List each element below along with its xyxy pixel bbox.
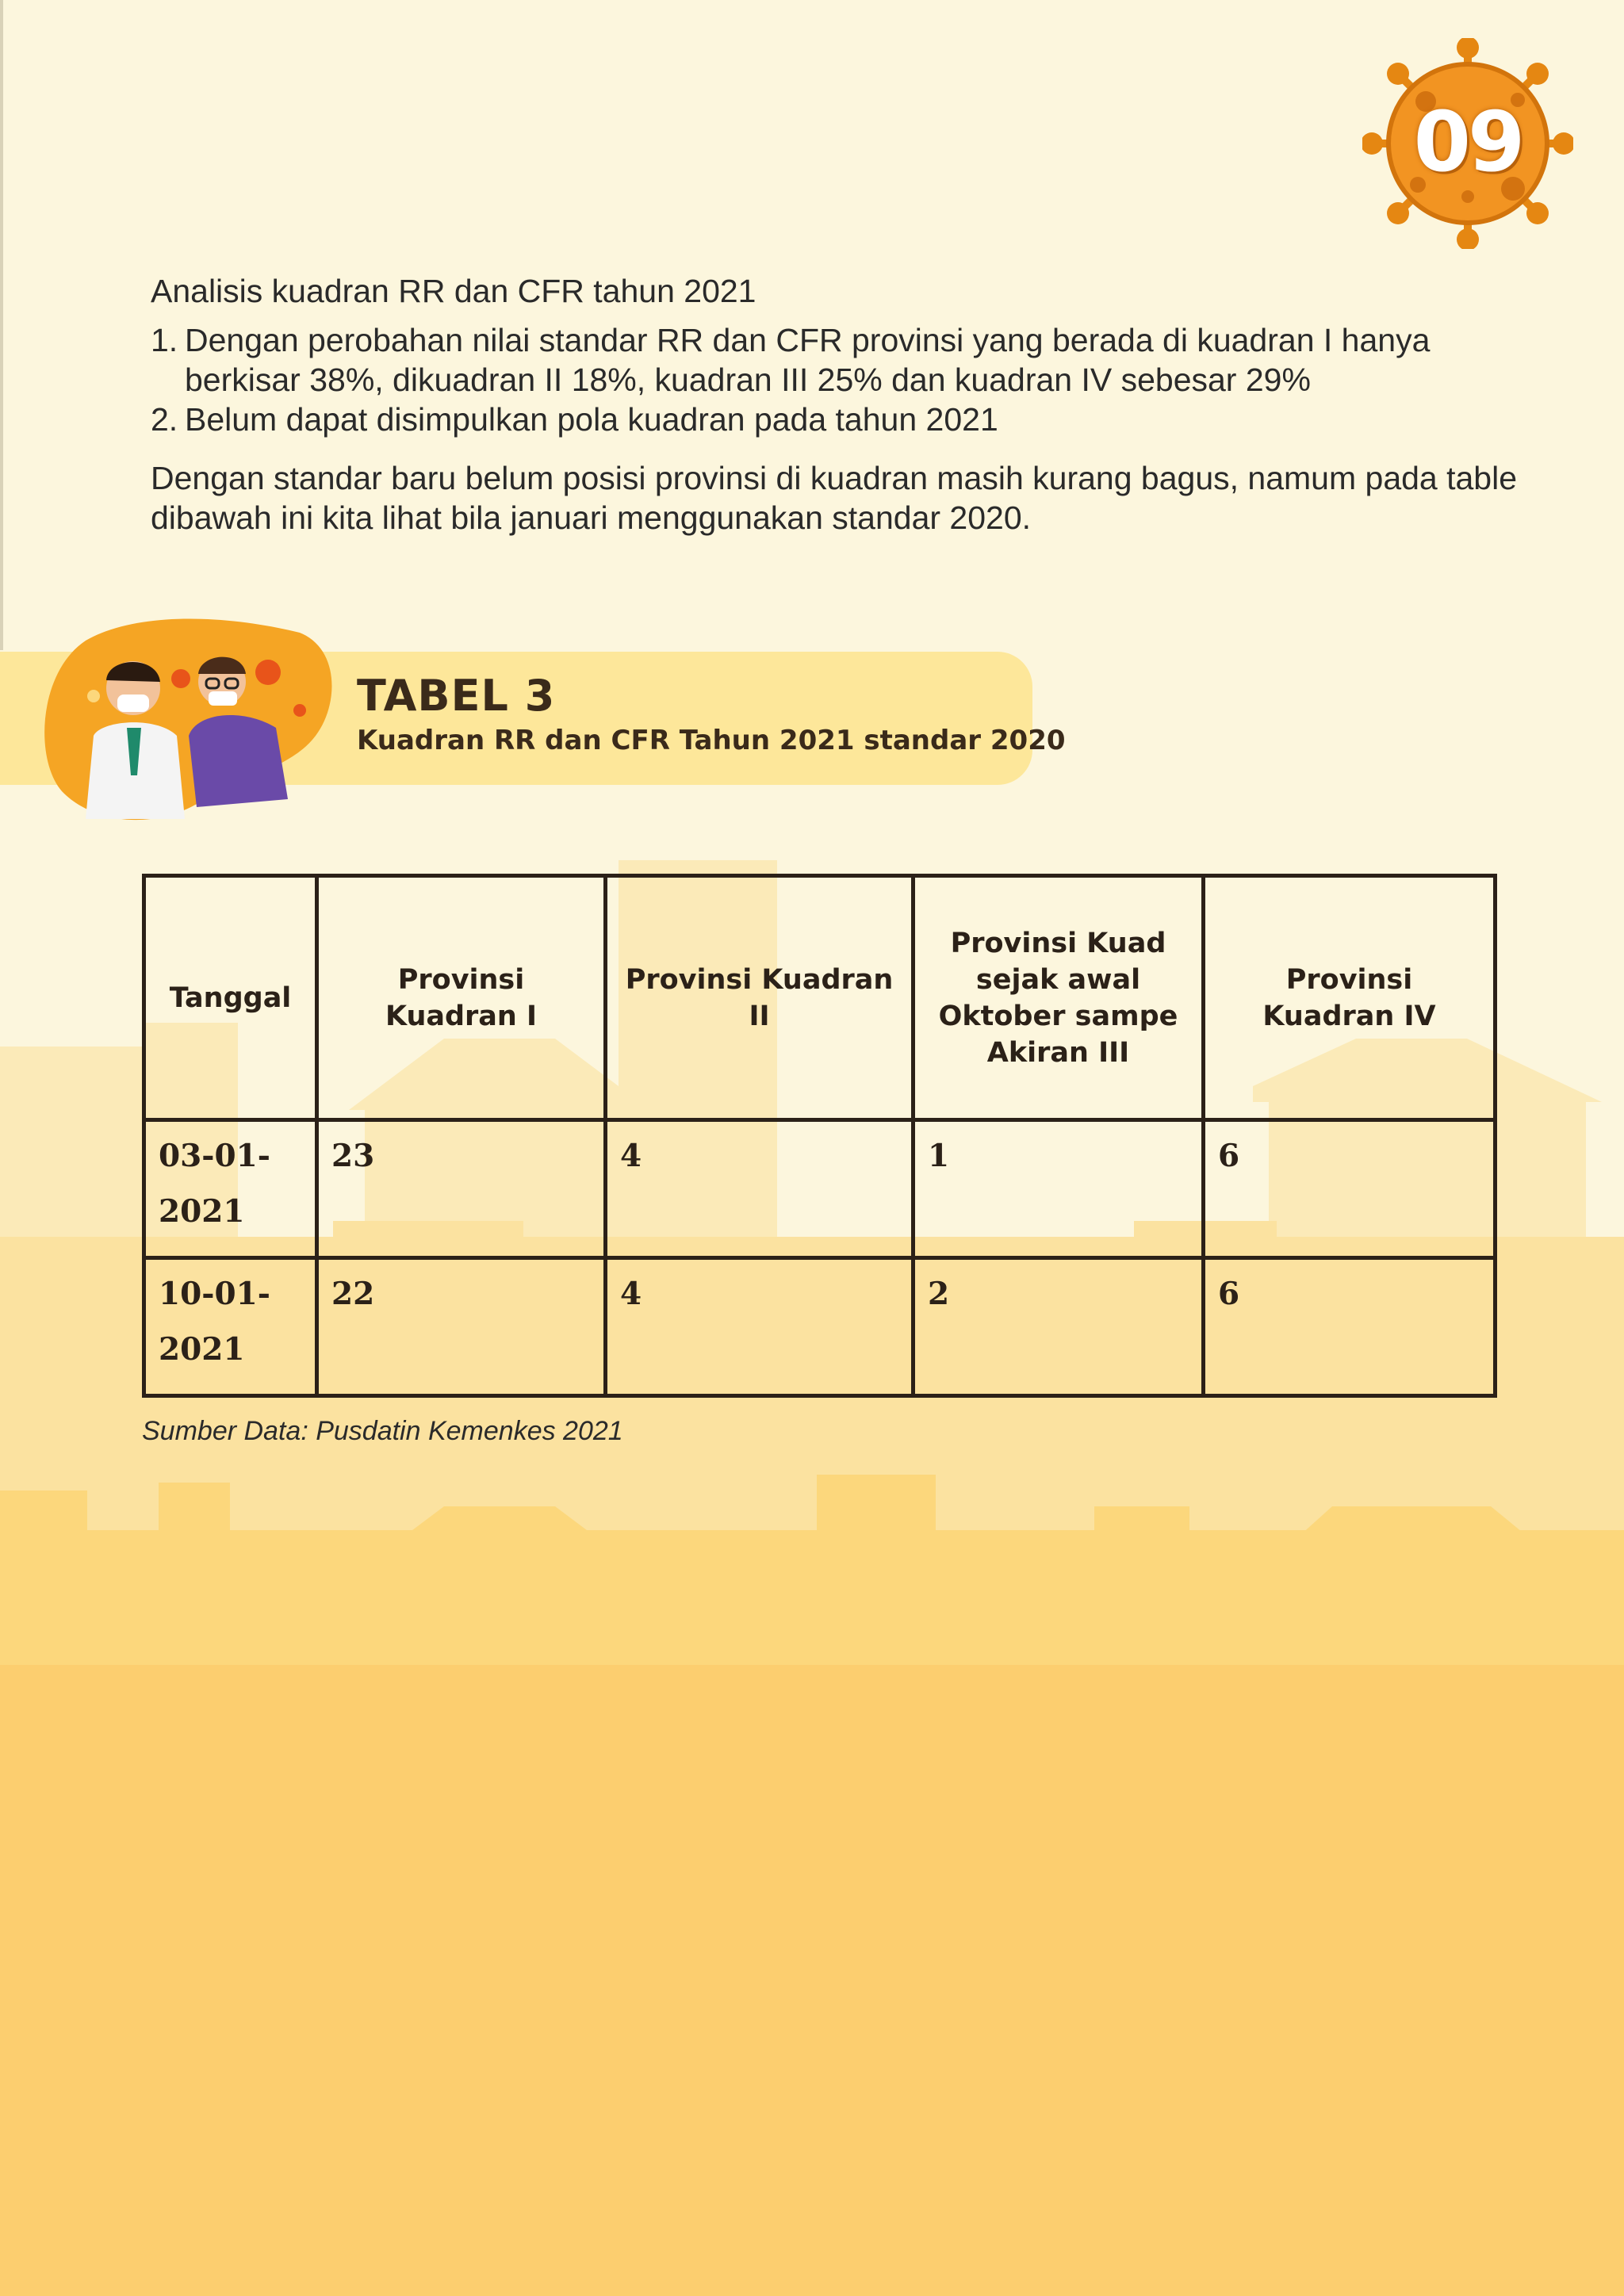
list-item <box>151 320 1546 400</box>
column-header: Provinsi Kuadran IV <box>1204 876 1496 1120</box>
table-header-row <box>144 876 1496 1120</box>
table-cell: 10-01-2021 <box>144 1258 317 1396</box>
table-title: TABEL 3 <box>357 671 556 721</box>
table-cell: 6 <box>1204 1120 1496 1258</box>
page-number-badge <box>1362 38 1573 249</box>
table-cell: 03-01-2021 <box>144 1120 317 1258</box>
table-row <box>144 1120 1496 1258</box>
quadrant-table <box>142 874 1497 1398</box>
list-item <box>151 400 1546 439</box>
table-cell: 22 <box>317 1258 606 1396</box>
table-cell: 4 <box>606 1120 914 1258</box>
intro-list <box>151 320 1546 439</box>
column-header: Provinsi Kuad sejak awal Oktober sampe Akiran III <box>914 876 1204 1120</box>
table-row <box>144 1258 1496 1396</box>
table-cell: 23 <box>317 1120 606 1258</box>
list-item-number: 1. <box>151 322 178 358</box>
table-cell: 4 <box>606 1258 914 1396</box>
list-item-text: Belum dapat disimpulkan pola kuadran pada tahun 2021 <box>185 401 998 438</box>
table-cell: 6 <box>1204 1258 1496 1396</box>
list-item-number: 2. <box>151 401 178 438</box>
column-header: Provinsi Kuadran II <box>606 876 914 1120</box>
column-header: Provinsi Kuadran I <box>317 876 606 1120</box>
page-number: 09 <box>1413 94 1522 190</box>
intro-section <box>151 271 1546 570</box>
data-source-caption: Sumber Data: Pusdatin Kemenkes 2021 <box>142 1416 623 1446</box>
intro-heading: Analisis kuadran RR dan CFR tahun 2021 <box>151 273 756 309</box>
list-item-text: Dengan perobahan nilai standar RR dan CFR provinsi yang berada di kuadran I hanya berkisar 38%, dikuadran II 18%, kuadran III 25% dan kuadran IV sebesar 29% <box>185 322 1431 398</box>
doctor-patient-illustration <box>38 617 339 825</box>
column-header: Tanggal <box>144 876 317 1120</box>
table-cell: 1 <box>914 1120 1204 1258</box>
table-banner-text <box>357 671 1066 760</box>
table-cell: 2 <box>914 1258 1204 1396</box>
closing-paragraph: Dengan standar baru belum posisi provinsi di kuadran masih kurang bagus, namum pada table dibawah ini kita lihat bila januari menggunakan standar 2020. <box>151 460 1518 536</box>
table-subtitle: Kuadran RR dan CFR Tahun 2021 standar 2020 <box>357 725 1066 756</box>
